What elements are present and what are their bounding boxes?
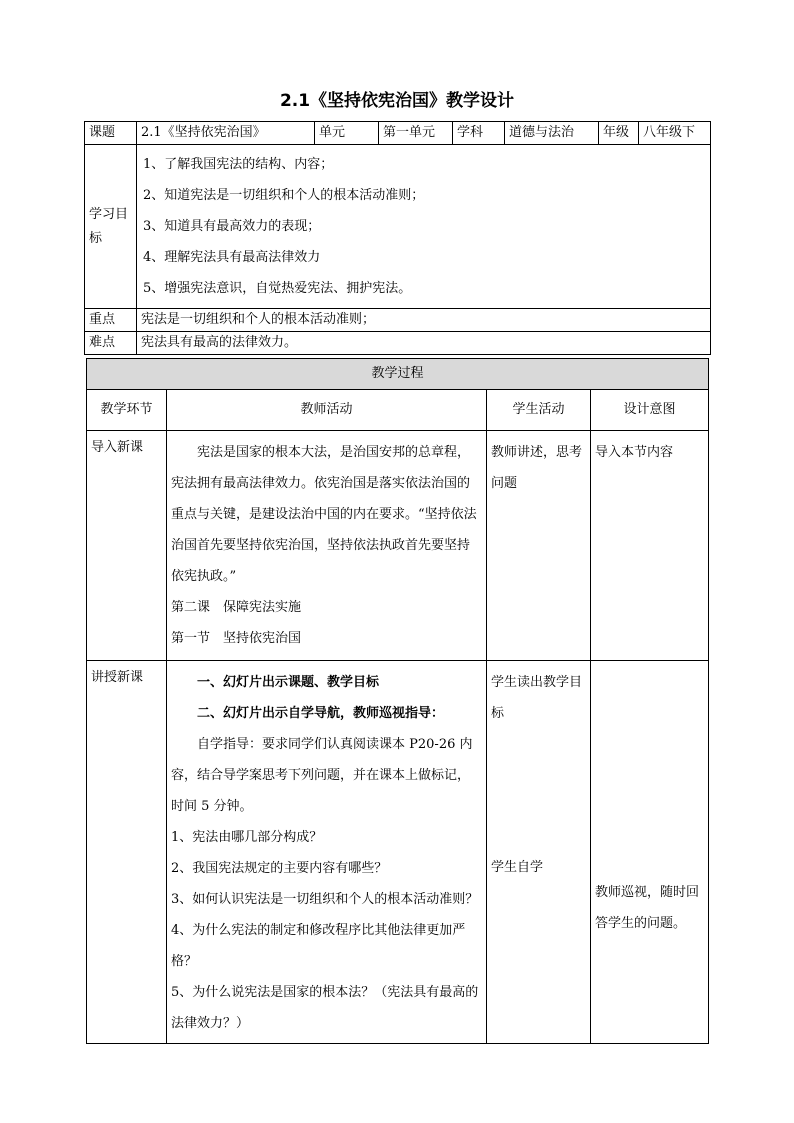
goals-row: [85, 145, 711, 309]
process-table: [86, 358, 709, 1044]
lecture-teacher: [167, 661, 487, 1044]
goal-item: 1、了解我国宪法的结构、内容；: [143, 157, 334, 172]
key-point-value: 宪法是一切组织和个人的根本活动准则；: [137, 309, 711, 332]
lecture-row: [87, 661, 709, 1044]
spacer: [595, 667, 704, 877]
spacer: [491, 729, 586, 852]
process-header-row: [87, 359, 709, 390]
lecture-purpose: 教师巡视，随时回答学生的问题。: [595, 885, 700, 931]
unit-label: 单元: [315, 122, 379, 145]
lecture-step: 二、幻灯片出示自学导航，教师巡视指导：: [197, 706, 445, 721]
lecture-student-2: 学生自学: [491, 860, 544, 875]
goals-list: [137, 145, 711, 309]
subject-label: 课题: [85, 122, 137, 145]
subject-value: 2.1《坚持依宪治国》: [137, 122, 315, 145]
lecture-stage: 讲授新课: [87, 661, 167, 1044]
intro-paragraph: 宪法是国家的根本大法，是治国安邦的总章程，宪法拥有最高法律效力。依宪治国是落实依法治国的重点与关键，是建设法治中国的内在要求。“坚持依法治国首先要坚持依宪治国，坚持依法执政首先要坚持依宪执政。”: [171, 445, 477, 584]
intro-row: [87, 431, 709, 661]
key-point-label: 重点: [85, 309, 137, 332]
page-title: 2.1《坚持依宪治国》教学设计: [279, 91, 515, 111]
lecture-step: 一、幻灯片出示课题、教学目标: [197, 675, 380, 690]
lecture-student-1: 学生读出教学目标: [491, 675, 583, 721]
process-header: 教学过程: [87, 359, 709, 390]
intro-purpose: 导入本节内容: [591, 431, 709, 661]
goal-item: 2、知道宪法是一切组织和个人的根本活动准则；: [143, 188, 425, 203]
intro-section-title: 第一节 坚持依宪治国: [171, 631, 302, 646]
course-value: 道德与法治: [505, 122, 599, 145]
goals-label: 学习目标: [85, 145, 137, 309]
course-label: 学科: [453, 122, 505, 145]
info-table: [84, 121, 711, 355]
intro-stage: 导入新课: [87, 431, 167, 661]
key-point-row: [85, 309, 711, 332]
column-header-row: [87, 390, 709, 431]
lecture-question: 3、如何认识宪法是一切组织和个人的根本活动准则？: [171, 892, 479, 907]
lecture-question: 1、宪法由哪几部分构成？: [171, 830, 323, 845]
lecture-question: 5、为什么说宪法是国家的根本法？（宪法具有最高的法律效力？）: [171, 985, 479, 1031]
intro-student: 教师讲述，思考问题: [487, 431, 591, 661]
intro-lesson-title: 第二课 保障宪法实施: [171, 600, 302, 615]
unit-value: 第一单元: [379, 122, 453, 145]
lecture-question: 4、为什么宪法的制定和修改程序比其他法律更加严格？: [171, 923, 466, 969]
column-header: 学生活动: [487, 390, 591, 431]
grade-value: 八年级下: [639, 122, 711, 145]
goal-item: 4、理解宪法具有最高法律效力: [143, 250, 321, 265]
info-row: [85, 122, 711, 145]
column-header: 教师活动: [167, 390, 487, 431]
difficulty-value: 宪法具有最高的法律效力。: [137, 332, 711, 355]
column-header: 教学环节: [87, 390, 167, 431]
lecture-student: [487, 661, 591, 1044]
goal-item: 5、增强宪法意识，自觉热爱宪法、拥护宪法。: [143, 281, 412, 296]
intro-teacher: [167, 431, 487, 661]
lecture-guide: 自学指导：要求同学们认真阅读课本 P20-26 内容，结合导学案思考下列问题，并在课本上做标记，时间 5 分钟。: [171, 737, 473, 814]
difficulty-row: [85, 332, 711, 355]
lecture-purpose-cell: [591, 661, 709, 1044]
difficulty-label: 难点: [85, 332, 137, 355]
lecture-question: 2、我国宪法规定的主要内容有哪些？: [171, 861, 388, 876]
column-header: 设计意图: [591, 390, 709, 431]
goal-item: 3、知道具有最高效力的表现；: [143, 219, 321, 234]
grade-label: 年级: [599, 122, 639, 145]
